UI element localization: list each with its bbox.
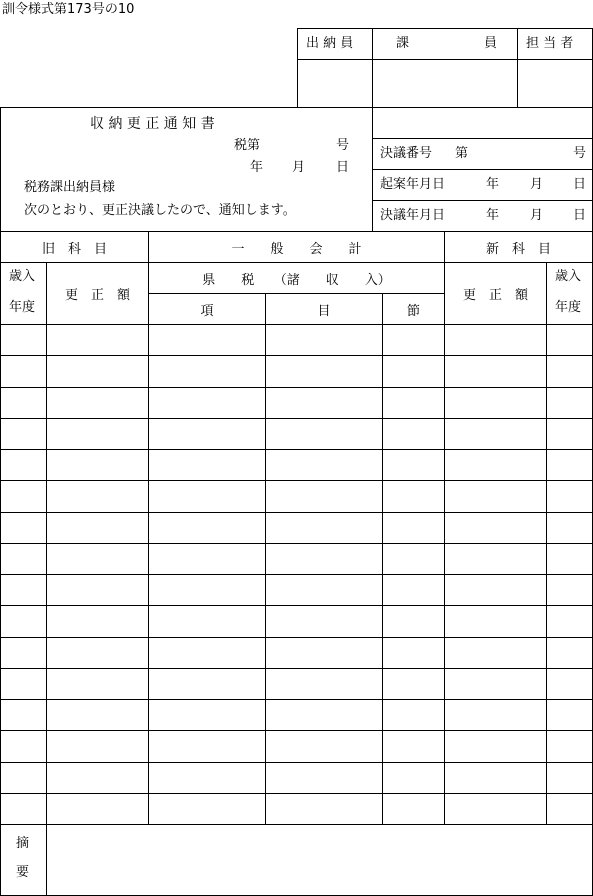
table-row [0, 387, 593, 418]
cell-subitem[interactable] [266, 356, 382, 387]
cell-new-fiscal-year[interactable] [547, 700, 592, 730]
cell-item[interactable] [149, 356, 265, 387]
tax-number-suffix: 号 [336, 138, 350, 153]
draft-date-year: 年 [486, 177, 500, 192]
cell-old-correction-amount[interactable] [47, 388, 148, 418]
cell-new-fiscal-year[interactable] [547, 731, 592, 762]
cell-subitem[interactable] [266, 731, 382, 762]
table-row [0, 637, 593, 668]
cell-new-correction-amount[interactable] [445, 731, 546, 762]
cell-subitem[interactable] [266, 544, 382, 574]
cell-old-correction-amount[interactable] [47, 763, 148, 793]
cell-new-fiscal-year[interactable] [547, 794, 592, 824]
cell-new-fiscal-year[interactable] [547, 638, 592, 668]
cell-subitem[interactable] [266, 575, 382, 605]
addressee: 税務課出納員様 [24, 180, 116, 195]
cell-new-correction-amount[interactable] [445, 419, 546, 449]
cell-new-fiscal-year[interactable] [547, 481, 592, 512]
cell-item[interactable] [149, 513, 265, 543]
cell-section[interactable] [383, 575, 444, 605]
cell-old-correction-amount[interactable] [47, 606, 148, 637]
decision-date-month: 月 [530, 208, 544, 223]
table-row [0, 793, 593, 824]
cell-subitem[interactable] [266, 638, 382, 668]
table-row [0, 762, 593, 793]
header-new-fiscal-year-top: 歳入 [555, 269, 582, 284]
header-new-fiscal-year-bottom: 年度 [555, 300, 582, 315]
approval-header-cashier: 出 納 員 [306, 36, 354, 51]
cell-old-fiscal-year[interactable] [1, 794, 46, 824]
cell-subitem[interactable] [266, 481, 382, 512]
cell-section[interactable] [383, 388, 444, 418]
cell-new-fiscal-year[interactable] [547, 356, 592, 387]
cell-section[interactable] [383, 700, 444, 730]
cell-old-correction-amount[interactable] [47, 356, 148, 387]
cell-old-fiscal-year[interactable] [1, 763, 46, 793]
table-row [0, 730, 593, 762]
cell-new-correction-amount[interactable] [445, 794, 546, 824]
cell-item[interactable] [149, 794, 265, 824]
cell-item[interactable] [149, 638, 265, 668]
cell-subitem[interactable] [266, 419, 382, 449]
cell-item[interactable] [149, 700, 265, 730]
cell-new-correction-amount[interactable] [445, 481, 546, 512]
cell-old-correction-amount[interactable] [47, 731, 148, 762]
cell-section[interactable] [383, 325, 444, 355]
cell-item[interactable] [149, 388, 265, 418]
cell-new-fiscal-year[interactable] [547, 450, 592, 480]
header-item: 項 [200, 303, 214, 319]
header-subitem: 目 [317, 303, 331, 319]
cell-old-fiscal-year[interactable] [1, 450, 46, 480]
approval-header-person-in-charge: 担 当 者 [526, 36, 574, 51]
cell-item[interactable] [149, 544, 265, 574]
table-row [0, 324, 593, 355]
cell-new-fiscal-year[interactable] [547, 325, 592, 355]
header-new-category: 新 科 目 [485, 241, 551, 257]
cell-old-fiscal-year[interactable] [1, 325, 46, 355]
cell-old-fiscal-year[interactable] [1, 481, 46, 512]
table-row [0, 355, 593, 387]
cell-old-fiscal-year[interactable] [1, 575, 46, 605]
cell-new-fiscal-year[interactable] [547, 575, 592, 605]
cell-subitem[interactable] [266, 763, 382, 793]
cell-old-fiscal-year[interactable] [1, 638, 46, 668]
issue-date-month: 月 [292, 160, 306, 175]
decision-date-year: 年 [486, 208, 500, 223]
remarks-label-top: 摘 [16, 836, 30, 851]
cell-old-correction-amount[interactable] [47, 325, 148, 355]
cell-new-correction-amount[interactable] [445, 575, 546, 605]
cell-old-fiscal-year[interactable] [1, 731, 46, 762]
cell-item[interactable] [149, 419, 265, 449]
table-row [0, 699, 593, 730]
cell-subitem[interactable] [266, 669, 382, 699]
decision-number-dai: 第 [455, 146, 469, 161]
approval-header-section: 課 [396, 36, 410, 51]
cell-new-fiscal-year[interactable] [547, 513, 592, 543]
cell-new-correction-amount[interactable] [445, 450, 546, 480]
decision-date-day: 日 [573, 208, 587, 223]
cell-item[interactable] [149, 731, 265, 762]
cell-old-correction-amount[interactable] [47, 513, 148, 543]
cell-item[interactable] [149, 669, 265, 699]
cell-old-correction-amount[interactable] [47, 481, 148, 512]
header-old-fiscal-year-top: 歳入 [9, 269, 36, 284]
cell-new-correction-amount[interactable] [445, 638, 546, 668]
cell-section[interactable] [383, 669, 444, 699]
cell-section[interactable] [383, 513, 444, 543]
cell-item[interactable] [149, 450, 265, 480]
cell-item[interactable] [149, 325, 265, 355]
cell-new-fiscal-year[interactable] [547, 419, 592, 449]
cell-section[interactable] [383, 638, 444, 668]
cell-item[interactable] [149, 606, 265, 637]
cell-new-correction-amount[interactable] [445, 700, 546, 730]
cell-old-correction-amount[interactable] [47, 669, 148, 699]
table-row [0, 480, 593, 512]
header-old-correction-amount: 更 正 額 [64, 288, 130, 303]
form-number: 訓令様式第173号の10 [2, 2, 135, 17]
cell-new-fiscal-year[interactable] [547, 544, 592, 574]
cell-new-correction-amount[interactable] [445, 669, 546, 699]
cell-new-fiscal-year[interactable] [547, 606, 592, 637]
tax-number-prefix: 税第 [234, 138, 261, 153]
cell-section[interactable] [383, 356, 444, 387]
cell-old-correction-amount[interactable] [47, 638, 148, 668]
table-row [0, 418, 593, 449]
table-row [0, 605, 593, 637]
cell-new-fiscal-year[interactable] [547, 388, 592, 418]
cell-subitem[interactable] [266, 794, 382, 824]
draft-date-label: 起案年月日 [380, 177, 446, 192]
approval-stamp-section[interactable] [373, 60, 517, 107]
cell-new-fiscal-year[interactable] [547, 669, 592, 699]
cell-subitem[interactable] [266, 606, 382, 637]
header-new-correction-amount: 更 正 額 [462, 288, 528, 303]
cell-section[interactable] [383, 763, 444, 793]
cell-new-correction-amount[interactable] [445, 763, 546, 793]
approval-stamp-box [0, 0, 593, 108]
notice-message: 次のとおり、更正決議したので、通知します。 [24, 203, 296, 218]
header-prefectural-tax: 県 税 （諸 収 入） [202, 272, 391, 288]
cell-old-fiscal-year[interactable] [1, 513, 46, 543]
cell-section[interactable] [383, 419, 444, 449]
cell-subitem[interactable] [266, 325, 382, 355]
issue-date-day: 日 [336, 160, 350, 175]
cell-section[interactable] [383, 481, 444, 512]
table-row [0, 574, 593, 605]
remarks-field[interactable] [47, 825, 592, 895]
decision-date-label: 決議年月日 [380, 208, 446, 223]
cell-subitem[interactable] [266, 388, 382, 418]
header-section: 節 [406, 303, 420, 319]
table-row [0, 449, 593, 480]
approval-header-staff: 員 [484, 36, 498, 51]
cell-subitem[interactable] [266, 513, 382, 543]
decision-number-go: 号 [573, 146, 587, 161]
table-row [0, 668, 593, 699]
issue-date-year: 年 [250, 160, 264, 175]
cell-new-correction-amount[interactable] [445, 544, 546, 574]
cell-new-correction-amount[interactable] [445, 513, 546, 543]
cell-section[interactable] [383, 544, 444, 574]
cell-old-fiscal-year[interactable] [1, 419, 46, 449]
draft-date-day: 日 [573, 177, 587, 192]
cell-old-fiscal-year[interactable] [1, 700, 46, 730]
cell-section[interactable] [383, 731, 444, 762]
cell-subitem[interactable] [266, 450, 382, 480]
cell-new-correction-amount[interactable] [445, 388, 546, 418]
cell-old-fiscal-year[interactable] [1, 544, 46, 574]
table-row [0, 512, 593, 543]
cell-old-fiscal-year[interactable] [1, 388, 46, 418]
cell-item[interactable] [149, 481, 265, 512]
cell-old-correction-amount[interactable] [47, 450, 148, 480]
cell-old-correction-amount[interactable] [47, 419, 148, 449]
table-row [0, 543, 593, 574]
decision-number-label: 決議番号 [380, 146, 433, 161]
cell-old-correction-amount[interactable] [47, 794, 148, 824]
cell-item[interactable] [149, 575, 265, 605]
approval-stamp-cashier[interactable] [298, 60, 372, 107]
cell-section[interactable] [383, 450, 444, 480]
cell-new-correction-amount[interactable] [445, 356, 546, 387]
cell-new-fiscal-year[interactable] [547, 763, 592, 793]
header-old-fiscal-year-bottom: 年度 [9, 300, 36, 315]
cell-old-correction-amount[interactable] [47, 544, 148, 574]
header-old-category: 旧 科 目 [41, 241, 107, 257]
draft-date-month: 月 [530, 177, 544, 192]
cell-old-correction-amount[interactable] [47, 700, 148, 730]
cell-new-correction-amount[interactable] [445, 606, 546, 637]
approval-stamp-person-in-charge[interactable] [518, 60, 592, 107]
cell-new-correction-amount[interactable] [445, 325, 546, 355]
remarks-label-bottom: 要 [16, 865, 30, 880]
cell-subitem[interactable] [266, 700, 382, 730]
cell-item[interactable] [149, 763, 265, 793]
cell-old-fiscal-year[interactable] [1, 606, 46, 637]
table-body [0, 324, 593, 824]
header-general-account: 一 般 会 計 [231, 241, 362, 257]
document-title: 収 納 更 正 通 知 書 [90, 116, 215, 132]
cell-old-fiscal-year[interactable] [1, 356, 46, 387]
cell-section[interactable] [383, 794, 444, 824]
cell-old-fiscal-year[interactable] [1, 669, 46, 699]
cell-section[interactable] [383, 606, 444, 637]
cell-old-correction-amount[interactable] [47, 575, 148, 605]
